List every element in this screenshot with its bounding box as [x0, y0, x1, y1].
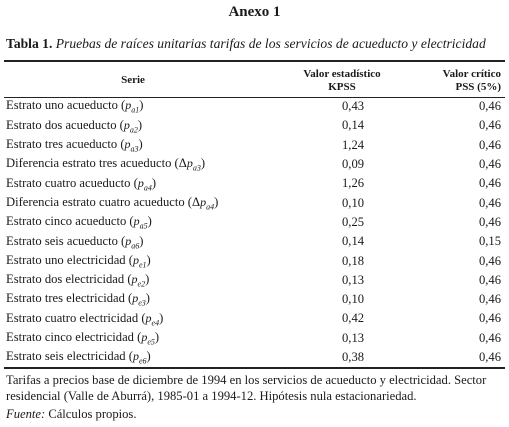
critical-value: 0,46 [478, 311, 501, 326]
bottom-rule [4, 367, 505, 369]
source-text: Cálculos propios. [45, 407, 137, 421]
critical-value: 0,46 [478, 253, 501, 268]
serie-cell: Estrato cuatro acueducto $(p_{a4})$ [6, 175, 157, 193]
serie-name: Estrato tres electricidad ( [6, 291, 133, 306]
kpss-value: 0,10 [342, 195, 365, 210]
serie-variable-letter: p [145, 310, 152, 325]
critical-value: 0,46 [478, 292, 501, 307]
serie-cell: Estrato dos acueducto $(p_{a2})$ [6, 117, 143, 135]
serie-name: Diferencia estrato tres acueducto ( [6, 156, 179, 171]
header-serie: Serie [121, 74, 145, 86]
serie-name: Estrato cuatro electricidad ( [6, 310, 146, 325]
serie-name: Estrato uno acueducto ( [6, 98, 126, 113]
serie-name: Estrato seis electricidad ( [6, 349, 133, 364]
top-rule [4, 60, 505, 62]
source-label: Fuente: [6, 407, 46, 421]
serie-variable-letter: p [125, 98, 132, 113]
serie-delta-prefix: Δ [178, 156, 187, 171]
table-row [4, 232, 505, 251]
serie-cell: Estrato tres acueducto $(p_{a3})$ [6, 137, 143, 154]
kpss-value: 1,26 [342, 176, 365, 191]
table-row [4, 97, 505, 116]
critical-value: 0,46 [478, 214, 501, 229]
serie-variable-subscript: a4 [143, 183, 152, 193]
serie-variable-subscript: a3 [130, 144, 139, 154]
serie-cell: Estrato dos electricidad $(p_{e2})$ [6, 272, 150, 289]
kpss-value: 0,18 [342, 253, 365, 268]
serie-cell: Estrato seis acueducto $(p_{a6})$ [6, 233, 144, 250]
critical-value: 0,46 [478, 176, 501, 191]
table-row [4, 155, 505, 174]
serie-variable-letter: p [124, 137, 131, 152]
table-row [4, 329, 505, 348]
serie-name: Estrato tres acueducto ( [6, 137, 125, 152]
serie-name: Estrato cinco acueducto ( [6, 214, 134, 229]
kpss-value: 1,24 [342, 137, 365, 152]
serie-name: Estrato cinco electricidad ( [6, 330, 142, 345]
serie-variable-letter: p [125, 233, 132, 248]
serie-name: Estrato dos acueducto ( [6, 117, 124, 132]
serie-variable [145, 310, 160, 328]
serie-variable-letter: p [133, 214, 140, 229]
serie-name: Estrato cuatro acueducto ( [6, 175, 138, 190]
kpss-value: 0,14 [342, 234, 365, 249]
serie-variable [200, 194, 215, 212]
serie-variable-letter: p [200, 194, 207, 209]
serie-cell: Diferencia estrato cuatro acueducto $(\Delta p_{a4})$ [6, 194, 219, 212]
serie-cell: Estrato tres electricidad $(p_{e3})$ [6, 291, 150, 308]
table-row [4, 136, 505, 155]
serie-variable [123, 117, 138, 135]
serie-variable-subscript: e3 [138, 298, 146, 308]
serie-variable-subscript: a4 [206, 202, 215, 212]
serie-variable-letter: p [123, 117, 130, 132]
serie-cell: Diferencia estrato tres acueducto $(\Delta p_{a3})$ [6, 156, 206, 173]
serie-cell: Estrato uno acueducto $(p_{a1})$ [6, 98, 144, 115]
header-kpss-line1: Valor estadístico [303, 67, 381, 80]
table-row [4, 116, 505, 135]
serie-variable-letter: p [132, 291, 139, 306]
table-body [4, 97, 505, 367]
serie-variable-letter: p [141, 330, 148, 345]
annex-title: Anexo 1 [228, 4, 281, 20]
critical-value: 0,46 [478, 118, 501, 133]
kpss-value: 0,14 [342, 118, 365, 133]
table-title: Pruebas de raíces unitarias tarifas de los servicios de acueducto y electricidad [55, 36, 486, 51]
serie-variable-subscript: e2 [137, 279, 146, 289]
unit-root-table [4, 64, 505, 367]
kpss-value: 0,43 [342, 99, 365, 114]
kpss-value: 0,10 [342, 292, 365, 307]
serie-variable-subscript: e1 [138, 260, 147, 270]
serie-variable-letter: p [137, 175, 144, 190]
serie-delta-prefix: Δ [192, 194, 201, 209]
table-row [4, 174, 505, 193]
serie-variable-subscript: e5 [147, 337, 155, 347]
serie-variable-subscript: e6 [138, 356, 147, 366]
serie-variable-subscript: a5 [139, 221, 148, 231]
serie-name: Estrato seis acueducto ( [6, 233, 126, 248]
serie-variable [132, 291, 146, 308]
serie-variable [125, 234, 139, 248]
critical-value: 0,46 [478, 157, 501, 172]
serie-variable-subscript: e4 [151, 318, 160, 328]
serie-cell: Estrato uno electricidad $(p_{e1})$ [6, 252, 151, 270]
critical-value: 0,46 [478, 330, 501, 345]
header-kpss-line2: KPSS [328, 80, 356, 93]
table-note: Tarifas a precios base de diciembre de 1994 en los servicios de acueducto y electricidad. Sector residencial (Valle de Aburrá), 1985-01 a 1994-12. Hipótesis nula estacionariedad. [6, 373, 487, 403]
table-row [4, 251, 505, 270]
table-row [4, 193, 505, 212]
serie-cell: Estrato cinco electricidad $(p_{e5})$ [6, 330, 160, 347]
source-line [6, 407, 136, 422]
table-header-row [4, 64, 505, 97]
serie-variable [131, 272, 146, 289]
serie-name: Estrato dos electricidad ( [6, 272, 132, 287]
kpss-value: 0,38 [342, 350, 365, 364]
serie-variable-subscript: a1 [131, 105, 140, 115]
serie-variable-letter: p [186, 156, 193, 171]
serie-variable [141, 330, 155, 347]
kpss-value: 0,42 [342, 311, 365, 326]
table-label: Tabla 1. [6, 36, 53, 51]
table-row [4, 348, 505, 367]
table-row [4, 271, 505, 290]
kpss-value: 0,13 [342, 330, 365, 345]
serie-variable-letter: p [131, 272, 138, 287]
critical-value: 0,46 [478, 272, 501, 287]
header-kpss [262, 64, 422, 97]
serie-cell: Estrato cuatro electricidad $(p_{e4})$ [6, 310, 164, 328]
serie-cell: Estrato seis electricidad $(p_{e6})$ [6, 349, 151, 366]
kpss-value: 0,13 [342, 272, 365, 287]
serie-variable [133, 214, 148, 231]
header-critico-line1: Valor crítico [442, 67, 501, 80]
kpss-value: 0,25 [342, 214, 365, 229]
serie-cell: Estrato cinco acueducto $(p_{a5})$ [6, 214, 152, 231]
serie-variable [186, 156, 201, 173]
serie-variable [125, 98, 140, 115]
critical-value: 0,46 [478, 99, 501, 114]
header-critico [422, 64, 505, 97]
serie-variable-subscript: a3 [192, 163, 201, 173]
serie-variable [124, 137, 139, 154]
kpss-value: 0,09 [342, 157, 365, 172]
serie-name: Estrato uno electricidad ( [6, 252, 133, 267]
critical-value: 0,15 [478, 234, 501, 249]
serie-variable [132, 252, 147, 270]
serie-name: Diferencia estrato cuatro acueducto ( [6, 194, 193, 209]
header-critico-line2: PSS (5%) [455, 80, 501, 93]
serie-variable-letter: p [132, 252, 139, 267]
table-row [4, 290, 505, 309]
table-row [4, 309, 505, 328]
serie-variable-subscript: a2 [129, 125, 138, 135]
critical-value: 0,46 [478, 195, 501, 210]
serie-variable [137, 175, 152, 193]
serie-variable-letter: p [132, 349, 139, 364]
serie-variable-subscript: a6 [131, 240, 140, 250]
table-caption [6, 36, 506, 52]
critical-value: 0,46 [478, 350, 501, 364]
critical-value: 0,46 [478, 137, 501, 152]
serie-variable [132, 349, 147, 366]
table-row [4, 213, 505, 232]
